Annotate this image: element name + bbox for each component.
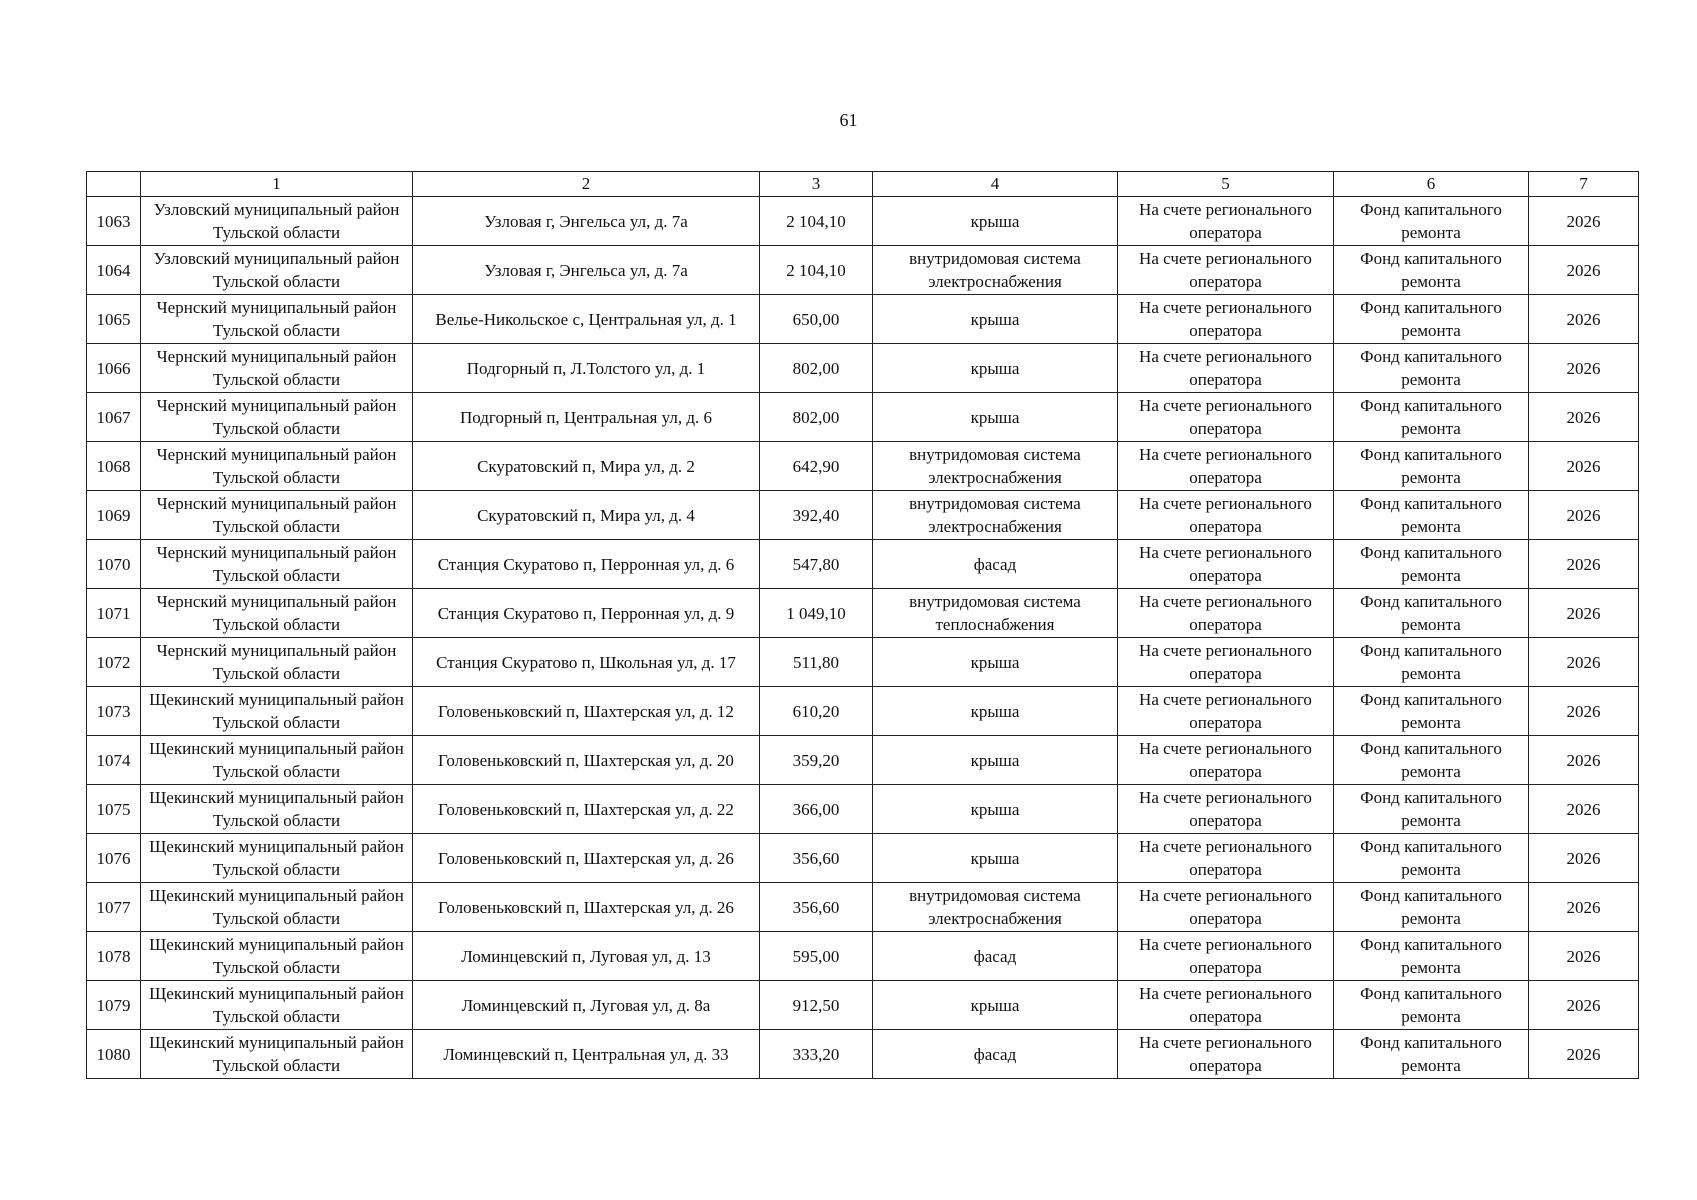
year-cell: 2026	[1529, 785, 1639, 834]
address-cell: Ломинцевский п, Луговая ул, д. 13	[413, 932, 760, 981]
fund-cell: Фонд капитального ремонта	[1334, 589, 1529, 638]
table-row	[87, 393, 1639, 442]
year-cell: 2026	[1529, 589, 1639, 638]
fund-cell: Фонд капитального ремонта	[1334, 1030, 1529, 1079]
header-cell-col5: 5	[1118, 172, 1334, 197]
table-row	[87, 785, 1639, 834]
fund-cell: Фонд капитального ремонта	[1334, 932, 1529, 981]
work-type-cell: крыша	[873, 687, 1118, 736]
work-type-cell: крыша	[873, 295, 1118, 344]
table-row	[87, 442, 1639, 491]
area-cell: 610,20	[760, 687, 873, 736]
row-number-cell: 1065	[87, 295, 141, 344]
area-cell: 595,00	[760, 932, 873, 981]
area-cell: 547,80	[760, 540, 873, 589]
work-type-cell: фасад	[873, 932, 1118, 981]
district-cell: Щекинский муниципальный район Тульской области	[141, 1030, 413, 1079]
district-cell: Чернский муниципальный район Тульской области	[141, 540, 413, 589]
fund-cell: Фонд капитального ремонта	[1334, 442, 1529, 491]
district-cell: Щекинский муниципальный район Тульской области	[141, 687, 413, 736]
row-number-cell: 1078	[87, 932, 141, 981]
work-type-cell: крыша	[873, 638, 1118, 687]
district-cell: Чернский муниципальный район Тульской области	[141, 638, 413, 687]
row-number-cell: 1063	[87, 197, 141, 246]
work-type-cell: крыша	[873, 981, 1118, 1030]
account-cell: На счете регионального оператора	[1118, 687, 1334, 736]
area-cell: 802,00	[760, 393, 873, 442]
area-cell: 511,80	[760, 638, 873, 687]
account-cell: На счете регионального оператора	[1118, 589, 1334, 638]
row-number-cell: 1075	[87, 785, 141, 834]
area-cell: 392,40	[760, 491, 873, 540]
district-cell: Чернский муниципальный район Тульской области	[141, 295, 413, 344]
table-row	[87, 540, 1639, 589]
row-number-cell: 1067	[87, 393, 141, 442]
work-type-cell: внутридомовая система теплоснабжения	[873, 589, 1118, 638]
year-cell: 2026	[1529, 638, 1639, 687]
work-type-cell: внутридомовая система электроснабжения	[873, 246, 1118, 295]
table-row	[87, 981, 1639, 1030]
header-cell-col2: 2	[413, 172, 760, 197]
district-cell: Щекинский муниципальный район Тульской области	[141, 932, 413, 981]
header-cell-col6: 6	[1334, 172, 1529, 197]
year-cell: 2026	[1529, 197, 1639, 246]
address-cell: Головеньковский п, Шахтерская ул, д. 26	[413, 883, 760, 932]
year-cell: 2026	[1529, 491, 1639, 540]
area-cell: 2 104,10	[760, 246, 873, 295]
row-number-cell: 1079	[87, 981, 141, 1030]
account-cell: На счете регионального оператора	[1118, 491, 1334, 540]
district-cell: Щекинский муниципальный район Тульской области	[141, 736, 413, 785]
year-cell: 2026	[1529, 932, 1639, 981]
fund-cell: Фонд капитального ремонта	[1334, 883, 1529, 932]
row-number-cell: 1072	[87, 638, 141, 687]
year-cell: 2026	[1529, 883, 1639, 932]
fund-cell: Фонд капитального ремонта	[1334, 197, 1529, 246]
fund-cell: Фонд капитального ремонта	[1334, 295, 1529, 344]
table-row	[87, 834, 1639, 883]
district-cell: Щекинский муниципальный район Тульской области	[141, 981, 413, 1030]
account-cell: На счете регионального оператора	[1118, 883, 1334, 932]
district-cell: Чернский муниципальный район Тульской области	[141, 589, 413, 638]
area-cell: 1 049,10	[760, 589, 873, 638]
account-cell: На счете регионального оператора	[1118, 785, 1334, 834]
work-type-cell: крыша	[873, 393, 1118, 442]
work-type-cell: крыша	[873, 736, 1118, 785]
area-cell: 802,00	[760, 344, 873, 393]
table-row	[87, 1030, 1639, 1079]
fund-cell: Фонд капитального ремонта	[1334, 981, 1529, 1030]
repair-register-table	[86, 171, 1639, 1079]
fund-cell: Фонд капитального ремонта	[1334, 491, 1529, 540]
row-number-cell: 1074	[87, 736, 141, 785]
fund-cell: Фонд капитального ремонта	[1334, 785, 1529, 834]
year-cell: 2026	[1529, 834, 1639, 883]
page-number: 61	[839, 110, 858, 130]
header-cell-index	[87, 172, 141, 197]
year-cell: 2026	[1529, 736, 1639, 785]
district-cell: Щекинский муниципальный район Тульской области	[141, 785, 413, 834]
account-cell: На счете регионального оператора	[1118, 981, 1334, 1030]
address-cell: Станция Скуратово п, Перронная ул, д. 9	[413, 589, 760, 638]
header-cell-col4: 4	[873, 172, 1118, 197]
year-cell: 2026	[1529, 246, 1639, 295]
table-row	[87, 638, 1639, 687]
row-number-cell: 1080	[87, 1030, 141, 1079]
area-cell: 333,20	[760, 1030, 873, 1079]
table-row	[87, 246, 1639, 295]
account-cell: На счете регионального оператора	[1118, 1030, 1334, 1079]
row-number-cell: 1077	[87, 883, 141, 932]
address-cell: Ломинцевский п, Центральная ул, д. 33	[413, 1030, 760, 1079]
area-cell: 356,60	[760, 834, 873, 883]
year-cell: 2026	[1529, 687, 1639, 736]
header-cell-col7: 7	[1529, 172, 1639, 197]
address-cell: Станция Скуратово п, Школьная ул, д. 17	[413, 638, 760, 687]
table-header-row	[87, 172, 1639, 197]
table-row	[87, 687, 1639, 736]
row-number-cell: 1070	[87, 540, 141, 589]
year-cell: 2026	[1529, 540, 1639, 589]
account-cell: На счете регионального оператора	[1118, 344, 1334, 393]
year-cell: 2026	[1529, 393, 1639, 442]
table-row	[87, 736, 1639, 785]
account-cell: На счете регионального оператора	[1118, 932, 1334, 981]
address-cell: Головеньковский п, Шахтерская ул, д. 20	[413, 736, 760, 785]
work-type-cell: внутридомовая система электроснабжения	[873, 442, 1118, 491]
district-cell: Щекинский муниципальный район Тульской области	[141, 883, 413, 932]
address-cell: Подгорный п, Л.Толстого ул, д. 1	[413, 344, 760, 393]
header-cell-col3: 3	[760, 172, 873, 197]
year-cell: 2026	[1529, 344, 1639, 393]
table-row	[87, 491, 1639, 540]
address-cell: Узловая г, Энгельса ул, д. 7а	[413, 246, 760, 295]
work-type-cell: внутридомовая система электроснабжения	[873, 883, 1118, 932]
district-cell: Узловский муниципальный район Тульской области	[141, 197, 413, 246]
work-type-cell: крыша	[873, 197, 1118, 246]
fund-cell: Фонд капитального ремонта	[1334, 687, 1529, 736]
work-type-cell: фасад	[873, 540, 1118, 589]
table-body	[87, 172, 1639, 1079]
address-cell: Скуратовский п, Мира ул, д. 4	[413, 491, 760, 540]
table-row	[87, 883, 1639, 932]
account-cell: На счете регионального оператора	[1118, 834, 1334, 883]
district-cell: Чернский муниципальный район Тульской области	[141, 442, 413, 491]
area-cell: 366,00	[760, 785, 873, 834]
fund-cell: Фонд капитального ремонта	[1334, 246, 1529, 295]
year-cell: 2026	[1529, 442, 1639, 491]
district-cell: Узловский муниципальный район Тульской области	[141, 246, 413, 295]
work-type-cell: крыша	[873, 785, 1118, 834]
year-cell: 2026	[1529, 295, 1639, 344]
fund-cell: Фонд капитального ремонта	[1334, 638, 1529, 687]
row-number-cell: 1071	[87, 589, 141, 638]
table-row	[87, 295, 1639, 344]
table-row	[87, 589, 1639, 638]
area-cell: 2 104,10	[760, 197, 873, 246]
fund-cell: Фонд капитального ремонта	[1334, 834, 1529, 883]
area-cell: 650,00	[760, 295, 873, 344]
address-cell: Велье-Никольское с, Центральная ул, д. 1	[413, 295, 760, 344]
address-cell: Головеньковский п, Шахтерская ул, д. 26	[413, 834, 760, 883]
row-number-cell: 1076	[87, 834, 141, 883]
area-cell: 359,20	[760, 736, 873, 785]
account-cell: На счете регионального оператора	[1118, 736, 1334, 785]
work-type-cell: крыша	[873, 834, 1118, 883]
district-cell: Чернский муниципальный район Тульской области	[141, 344, 413, 393]
area-cell: 642,90	[760, 442, 873, 491]
account-cell: На счете регионального оператора	[1118, 246, 1334, 295]
row-number-cell: 1068	[87, 442, 141, 491]
fund-cell: Фонд капитального ремонта	[1334, 344, 1529, 393]
header-cell-col1: 1	[141, 172, 413, 197]
work-type-cell: фасад	[873, 1030, 1118, 1079]
address-cell: Головеньковский п, Шахтерская ул, д. 12	[413, 687, 760, 736]
address-cell: Скуратовский п, Мира ул, д. 2	[413, 442, 760, 491]
account-cell: На счете регионального оператора	[1118, 393, 1334, 442]
fund-cell: Фонд капитального ремонта	[1334, 540, 1529, 589]
address-cell: Станция Скуратово п, Перронная ул, д. 6	[413, 540, 760, 589]
row-number-cell: 1073	[87, 687, 141, 736]
address-cell: Ломинцевский п, Луговая ул, д. 8а	[413, 981, 760, 1030]
account-cell: На счете регионального оператора	[1118, 197, 1334, 246]
area-cell: 912,50	[760, 981, 873, 1030]
address-cell: Узловая г, Энгельса ул, д. 7а	[413, 197, 760, 246]
fund-cell: Фонд капитального ремонта	[1334, 736, 1529, 785]
row-number-cell: 1069	[87, 491, 141, 540]
account-cell: На счете регионального оператора	[1118, 295, 1334, 344]
year-cell: 2026	[1529, 1030, 1639, 1079]
work-type-cell: крыша	[873, 344, 1118, 393]
table-row	[87, 197, 1639, 246]
district-cell: Чернский муниципальный район Тульской области	[141, 393, 413, 442]
fund-cell: Фонд капитального ремонта	[1334, 393, 1529, 442]
district-cell: Щекинский муниципальный район Тульской области	[141, 834, 413, 883]
row-number-cell: 1066	[87, 344, 141, 393]
address-cell: Головеньковский п, Шахтерская ул, д. 22	[413, 785, 760, 834]
account-cell: На счете регионального оператора	[1118, 638, 1334, 687]
account-cell: На счете регионального оператора	[1118, 442, 1334, 491]
district-cell: Чернский муниципальный район Тульской области	[141, 491, 413, 540]
table-row	[87, 932, 1639, 981]
account-cell: На счете регионального оператора	[1118, 540, 1334, 589]
row-number-cell: 1064	[87, 246, 141, 295]
work-type-cell: внутридомовая система электроснабжения	[873, 491, 1118, 540]
year-cell: 2026	[1529, 981, 1639, 1030]
table-row	[87, 344, 1639, 393]
address-cell: Подгорный п, Центральная ул, д. 6	[413, 393, 760, 442]
area-cell: 356,60	[760, 883, 873, 932]
